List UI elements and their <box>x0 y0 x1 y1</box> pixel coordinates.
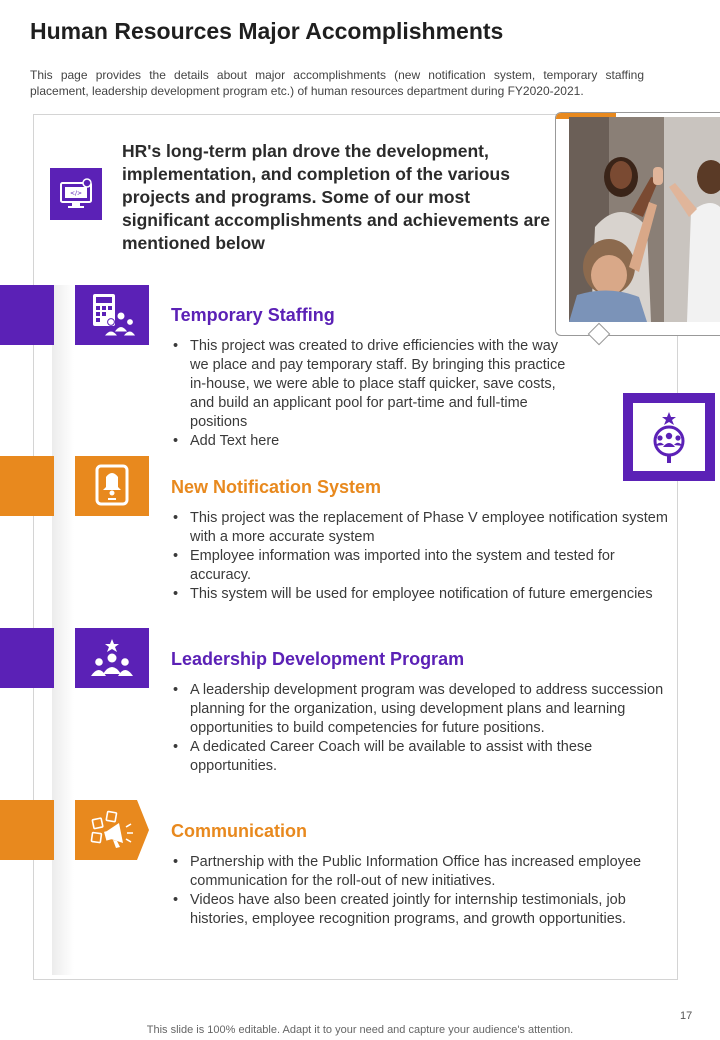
people-search-icon <box>633 403 705 471</box>
section-3-title: Leadership Development Program <box>171 649 465 669</box>
page-number: 17 <box>680 1010 693 1022</box>
list-item: • Add Text here <box>171 432 566 451</box>
section-4-bar <box>0 800 54 860</box>
team-high-five-photo <box>569 117 720 322</box>
section-2-bullets <box>171 509 671 604</box>
section-1-bar <box>0 285 54 345</box>
list-item: • A dedicated Career Coach will be available to assist with these opportunities. <box>171 738 666 776</box>
calculator-people-icon <box>75 285 149 345</box>
phone-notification-icon <box>75 456 149 516</box>
leader-team-icon <box>75 628 149 688</box>
list-item: • This project was the replacement of Phase V employee notification system with a more accurate system <box>171 509 671 547</box>
page-title: Human Resources Major Accomplishments <box>30 18 504 44</box>
footer-note: This slide is 100% editable. Adapt it to your need and capture your audience's attention. <box>146 1024 574 1036</box>
list-item: • A leadership development program was developed to address succession planning for the organization, using development plans and learning opportunities to build competencies for future positions. <box>171 681 666 738</box>
header-statement: HR's long-term plan drove the development, implementation, and completion of the various projects and programs. Some of our most significant accomplishments and achievements are mentioned below <box>122 141 550 253</box>
computer-monitor-icon <box>50 168 102 220</box>
section-4-bullets <box>171 853 671 929</box>
megaphone-icon <box>89 809 135 851</box>
intro-text: This page provides the details about major accomplishments (new notification system, temporary staffing placement, leadership development program etc.) of human resources department during FY2020-2021. <box>30 68 644 98</box>
section-2-bar <box>0 456 54 516</box>
section-4-title: Communication <box>171 821 308 841</box>
list-item: • This project was created to drive efficiencies with the way we place and pay temporary staff. By bringing this practice in-house, we were able to place staff quicker, save costs, and build an applicant pool for part-time and full-time positions <box>171 337 566 432</box>
list-item: • Partnership with the Public Information Office has increased employee communication for the roll-out of new initiatives. <box>171 853 671 891</box>
section-3-bullets <box>171 681 666 776</box>
section-1-title: Temporary Staffing <box>171 305 335 325</box>
svg-text:</>: </> <box>69 190 83 197</box>
section-3-bar <box>0 628 54 688</box>
section-4-icon-box <box>75 800 149 860</box>
section-1-bullets <box>171 337 566 451</box>
list-item: • This system will be used for employee notification of future emergencies <box>171 585 671 604</box>
section-2-title: New Notification System <box>171 477 382 497</box>
list-item: • Employee information was imported into the system and tested for accuracy. <box>171 547 671 585</box>
timeline-track <box>52 285 74 975</box>
list-item: • Videos have also been created jointly for internship testimonials, job histories, employee recognition programs, and growth opportunities. <box>171 891 671 929</box>
people-search-badge <box>623 393 715 481</box>
